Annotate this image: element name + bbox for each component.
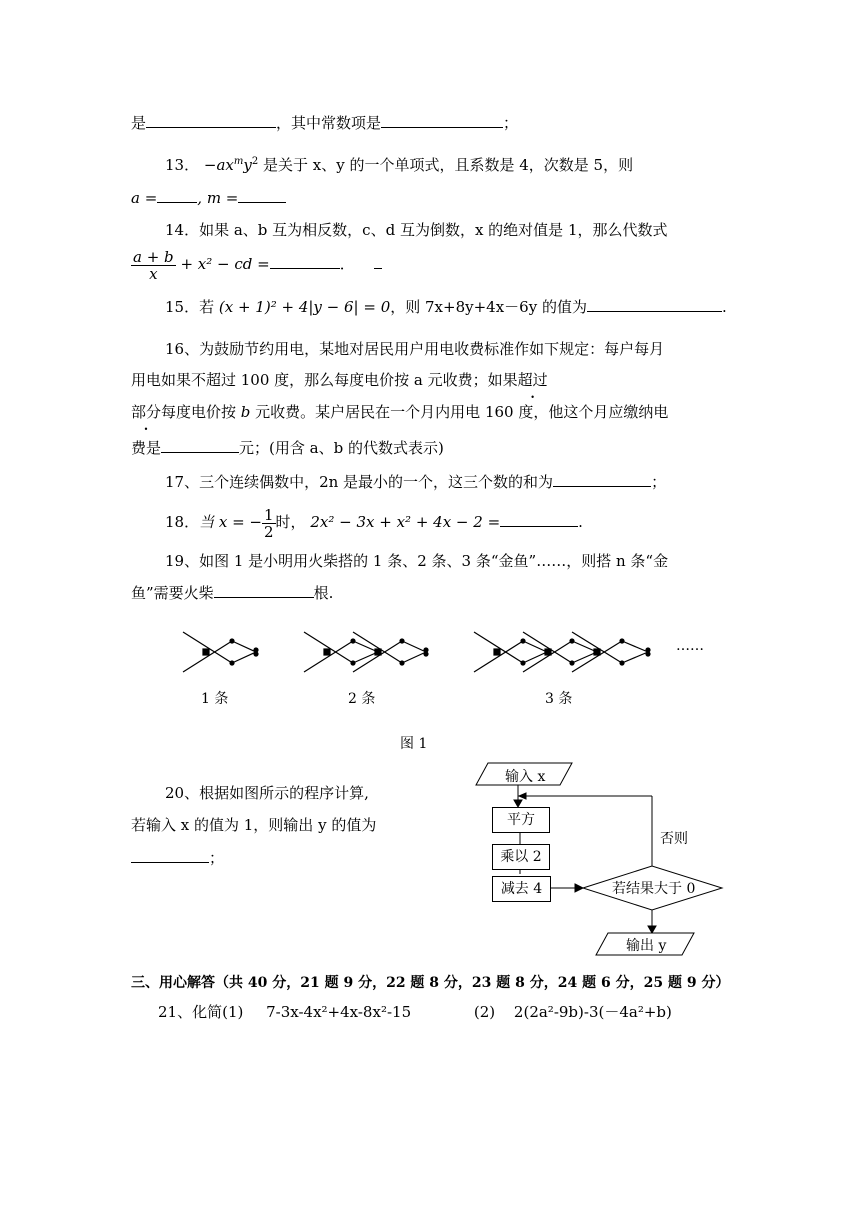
flowchart-lines — [0, 760, 860, 960]
flowchart-input-text: 输入 x — [505, 769, 546, 785]
q13-ans-a: a = — [131, 189, 158, 207]
q16-blank[interactable] — [161, 438, 239, 453]
goldfish-2 — [304, 632, 428, 672]
goldfish-label-2: 2 条 — [348, 691, 376, 707]
q19-line1-text: 19、如图 1 是小明用火柴搭的 1 条、2 条、3 条“金鱼”……，则搭 n 条“金 — [165, 552, 669, 570]
q15-pre: 若 — [199, 298, 215, 316]
q13-number: 13． — [165, 156, 200, 174]
q13-text: 是关于 x、y 的一个单项式，且系数是 4，次数是 5，则 — [262, 156, 634, 174]
q15-line — [165, 297, 727, 317]
q16-line4 — [131, 438, 444, 458]
q13-blank-m[interactable] — [238, 188, 286, 203]
q16-line3 — [131, 402, 668, 422]
section-3-title: 三、用心解答（共 40 分，21 题 9 分，22 题 8 分，23 题 8 分，24 题 6 分，25 题 9 分） — [131, 975, 730, 991]
q12-line — [131, 113, 518, 133]
q13-expr-y: y — [243, 156, 252, 174]
goldfish-1 — [183, 632, 258, 672]
q16-line2 — [131, 370, 548, 390]
q18-pre: 当 x = − — [199, 513, 262, 531]
q13-ans-m: , m = — [197, 189, 239, 207]
q19-line2-text: 鱼”需要火柴 — [131, 584, 214, 602]
q18-frac-num: 1 — [264, 505, 274, 524]
q19-line1 — [165, 551, 668, 571]
q20-line2-text: 若输入 x 的值为 1，则输出 y 的值为 — [131, 816, 377, 834]
q16-line1 — [165, 339, 664, 359]
q15-number: 15． — [165, 298, 200, 316]
goldfish-ellipsis: …… — [676, 638, 704, 654]
q18-frac-den: 2 — [264, 522, 274, 541]
q12-end: ； — [503, 114, 519, 132]
q21-expr1: 7-3x-4x²+4x-8x²-15 — [266, 1003, 412, 1021]
q14-fraction — [131, 249, 176, 282]
q14-frac-den: x — [149, 264, 158, 283]
q13-blank-a[interactable] — [157, 188, 197, 203]
q14-rest: + x² − cd = — [180, 255, 270, 273]
flowchart-decision-label: 若结果大于 0 — [612, 881, 696, 897]
flowchart-output-label: 输出 y — [626, 938, 667, 954]
flowchart-times2-box: 乘以 2 — [492, 844, 550, 870]
q16-line3-b: 每度电价按 — [161, 403, 241, 421]
q19-blank[interactable] — [214, 583, 314, 598]
q18-number: 18． — [165, 513, 200, 531]
q15-end: . — [721, 298, 727, 316]
q19-line2 — [131, 583, 333, 603]
q16-line4-b: 元；(用含 a、b 的代数式表示) — [239, 439, 444, 457]
q18-end: . — [578, 513, 583, 531]
q13-line2 — [131, 188, 286, 208]
q16-line4-a: 费是 — [131, 439, 162, 457]
q16-emphasis-exceed: 超过 — [517, 371, 548, 389]
q15-expr: (x + 1)² + 4|y − 6| = 0 — [218, 298, 391, 316]
q14-text: 如果 a、b 互为相反数，c、d 互为倒数，x 的绝对值是 1，那么代数式 — [199, 221, 668, 239]
goldfish-3 — [474, 632, 650, 672]
q18-expr: 2x² − 3x + x² + 4x − 2 = — [310, 513, 501, 531]
q13-sup-m: m — [233, 156, 244, 167]
q15-blank[interactable] — [587, 297, 722, 312]
q13-expr: −ax — [203, 156, 234, 174]
flowchart-input-label — [505, 766, 545, 786]
q12-mid: ，其中常数项是 — [276, 114, 382, 132]
q17-blank[interactable] — [553, 472, 651, 487]
q18-blank[interactable] — [500, 512, 578, 527]
q15-text: ，则 7x+8y+4x－6y 的值为 — [390, 298, 587, 316]
q14-number: 14． — [165, 221, 200, 239]
q14-end: ． — [339, 255, 355, 273]
q21-label: 21、化简(1) — [158, 1003, 244, 1021]
q16-line1-text: 16、为鼓励节约用电，某地对居民用户用电收费标准作如下规定：每户每月 — [165, 340, 665, 358]
q16-line2-text: 用电如果不超过 100 度，那么每度电价按 a 元收费；如果 — [131, 371, 518, 389]
goldfish-figure — [0, 620, 860, 680]
q17-text: 17、三个连续偶数中，2n 是最小的一个，这三个数的和为 — [165, 473, 554, 491]
q16-line3-var-b: b — [240, 403, 251, 421]
q14-line2 — [131, 248, 382, 282]
q21-expr2: 2(2a²-9b)-3(－4a²+b) — [513, 1003, 672, 1021]
q20-end: ； — [209, 849, 225, 867]
q19-line2-end: 根. — [313, 584, 334, 602]
q18-mid: 时， — [275, 513, 306, 531]
q13-line1 — [165, 152, 633, 175]
figure-caption: 图 1 — [400, 736, 428, 752]
q17-end: ； — [651, 473, 667, 491]
q16-emphasis-part: 部分 — [131, 403, 162, 421]
q18-fraction — [262, 507, 276, 540]
q12-answer-blank-1[interactable] — [146, 113, 276, 128]
q12-prefix: 是 — [131, 114, 147, 132]
q14-line1 — [165, 220, 668, 240]
q16-line3-d: 元收费。某户居民在一个月内用电 160 度，他这个月应缴纳电 — [250, 403, 669, 421]
goldfish-label-3: 3 条 — [545, 691, 573, 707]
q14-frac-num: a + b — [133, 247, 174, 266]
q12-answer-blank-2[interactable] — [381, 113, 503, 128]
q17-line — [165, 472, 666, 492]
q14-blank[interactable] — [270, 254, 340, 269]
q21-line — [158, 1002, 672, 1022]
q21-label2: (2) — [473, 1003, 496, 1021]
goldfish-label-1: 1 条 — [201, 691, 229, 707]
flowchart-minus4-box: 减去 4 — [492, 876, 551, 902]
q20-line1-text: 20、根据如图所示的程序计算, — [165, 784, 369, 802]
flowchart-square-box: 平方 — [492, 807, 550, 833]
q13-sup-2: 2 — [251, 156, 259, 167]
q18-line — [165, 504, 583, 540]
flowchart-else-label: 否则 — [660, 831, 688, 847]
